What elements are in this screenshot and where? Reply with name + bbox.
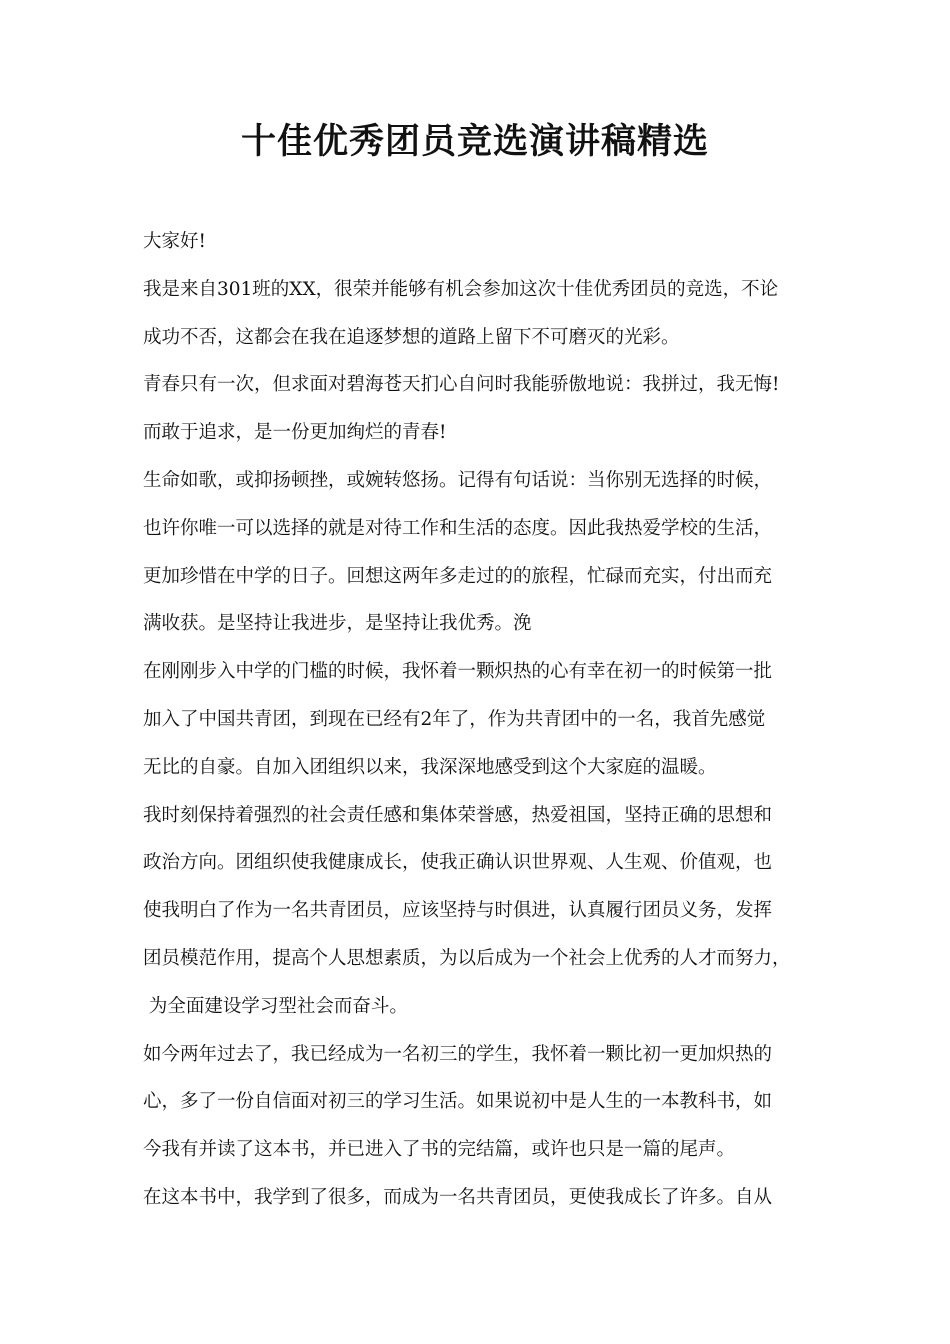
text-line: 如今两年过去了，我已经成为一名初三的学生，我怀着一颗比初一更加炽热的 [143,1043,773,1065]
text-line: 团员模范作用，提高个人思想素质，为以后成为一个社会上优秀的人才而努力， [143,947,791,969]
text-line: 成功不否，这都会在我在追逐梦想的道路上留下不可磨灭的光彩。 [143,326,680,348]
text-line: 生命如歌，或抑扬顿挫，或婉转悠扬。记得有句话说：当你别无选择的时候， [143,469,773,491]
text-line: 我是来自301班的XX，很荣并能够有机会参加这次十佳优秀团员的竞选，不论 [143,278,779,300]
text-line: 在这本书中，我学到了很多，而成为一名共青团员，更使我成长了许多。自从 [143,1186,773,1208]
text-line: 政治方向。团组织使我健康成长，使我正确认识世界观、人生观、价值观，也 [143,852,773,874]
text-line: 无比的自豪。自加入团组织以来，我深深地感受到这个大家庭的温暖。 [143,756,717,778]
text-line: 加入了中国共青团，到现在已经有2年了，作为共青团中的一名，我首先感觉 [143,708,766,730]
text-line: 为全面建设学习型社会而奋斗。 [143,995,408,1017]
text-line: 更加珍惜在中学的日子。回想这两年多走过的的旅程，忙碌而充实，付出而充 [143,565,773,587]
text-line: 使我明白了作为一名共青团员，应该坚持与时俱进，认真履行团员义务，发挥 [143,900,773,922]
text-line: 而敢于追求，是一份更加绚烂的青春! [143,422,447,444]
text-line: 心，多了一份自信面对初三的学习生活。如果说初中是人生的一本教科书，如 [143,1091,773,1113]
text-line: 大家好! [143,231,206,252]
text-line: 满收获。是坚持让我进步，是坚持让我优秀。浼 [143,613,532,635]
text-line: 也许你唯一可以选择的就是对待工作和生活的态度。因此我热爱学校的生活， [143,517,773,539]
text-line: 青春只有一次，但求面对碧海苍天扪心自问时我能骄傲地说：我拼过，我无悔! [143,374,780,396]
text-line: 我时刻保持着强烈的社会责任感和集体荣誉感，热爱祖国，坚持正确的思想和 [143,804,773,826]
document-body [143,218,823,1222]
text-line: 今我有并读了这本书，并已进入了书的完结篇，或许也只是一篇的尾声。 [143,1139,736,1161]
document-title: 十佳优秀团员竞选演讲稿精选 [240,121,709,162]
text-line: 在刚刚步入中学的门槛的时候，我怀着一颗炽热的心有幸在初一的时候第一批 [143,661,773,683]
